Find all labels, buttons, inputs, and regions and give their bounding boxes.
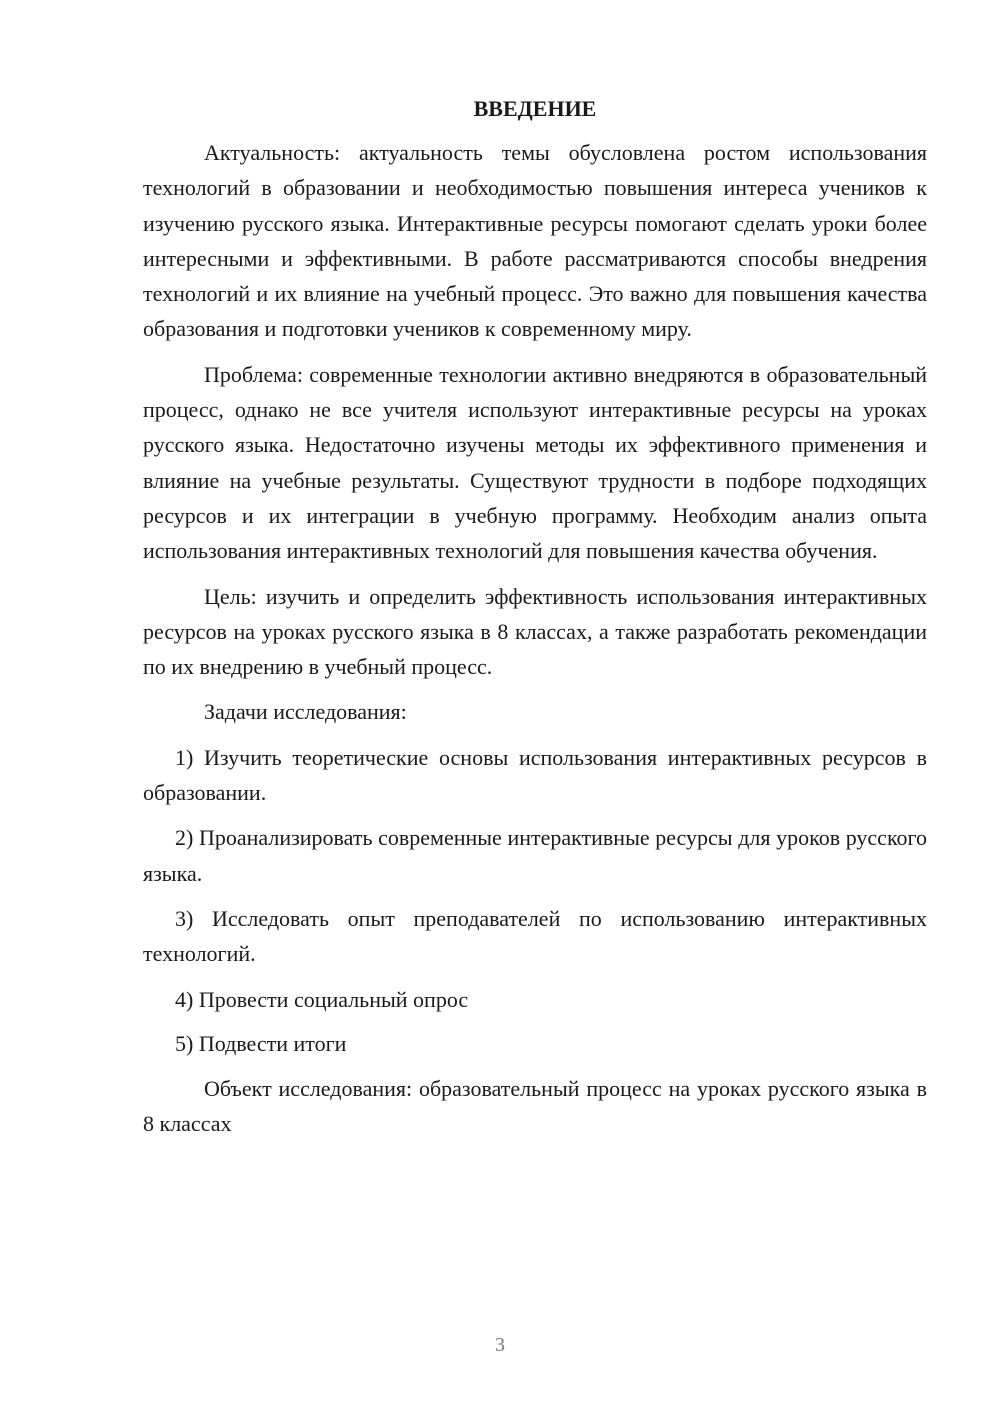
- page-title: ВВЕДЕНИЕ: [473, 96, 597, 121]
- page-number: 3: [495, 1334, 505, 1356]
- paragraph-object: Объект исследования: образовательный процесс на уроках русского языка в 8 классах: [143, 1076, 927, 1137]
- task-item-4: 4) Провести социальный опрос: [175, 986, 469, 1012]
- document-body: [143, 95, 927, 1142]
- paragraph-problem: Проблема: современные технологии активно внедряются в образовательный процесс, однако не все учителя используют интерактивные ресурсы на уроках русского языка. Недостаточно изучены методы их эффективного применения и влияние на учебные результаты. Существуют трудности в подборе подходящих ресурсов и их интеграции в учебную программу. Необходим анализ опыта использования интерактивных технологий для повышения качества обучения.: [143, 361, 927, 564]
- task-item-1: 1) Изучить теоретические основы использования интерактивных ресурсов в образовании.: [143, 744, 927, 806]
- task-item-3: 3) Исследовать опыт преподавателей по использованию интерактивных технологий.: [143, 905, 927, 967]
- paragraph-goal: Цель: изучить и определить эффективность использования интерактивных ресурсов на уроках русского языка в 8 классах, а также разработать рекомендации по их внедрению в учебный процесс.: [143, 583, 927, 680]
- task-item-5: 5) Подвести итоги: [175, 1030, 347, 1056]
- task-item-2: 2) Проанализировать современные интерактивные ресурсы для уроков русского языка.: [143, 825, 927, 886]
- paragraph-relevance: Актуальность: актуальность темы обусловлена ростом использования технологий в образовании и необходимостью повышения интереса учеников к изучению русского языка. Интерактивные ресурсы помогают сделать уроки более интересными и эффективными. В работе рассматриваются способы внедрения технологий и их влияние на учебный процесс. Это важно для повышения качества образования и подготовки учеников к современному миру.: [143, 140, 927, 342]
- paragraph-tasks-intro: Задачи исследования:: [204, 699, 407, 725]
